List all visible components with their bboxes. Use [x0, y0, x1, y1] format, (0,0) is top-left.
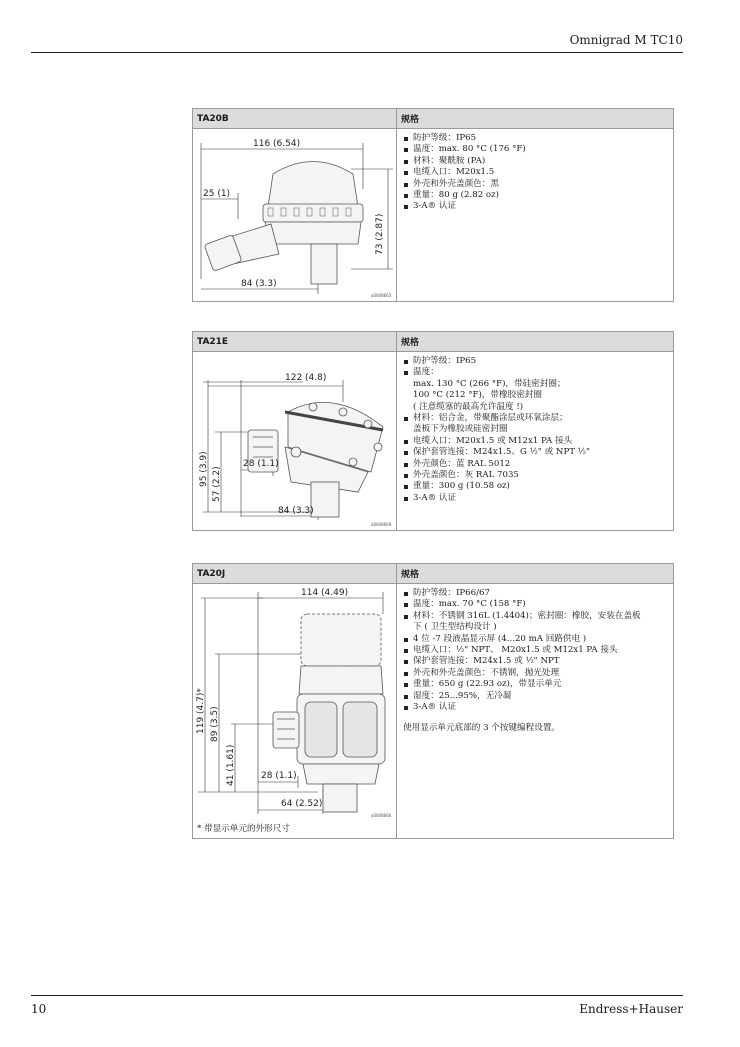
dim-height-full: 95 (3.9)	[199, 451, 209, 487]
spec-item: 电缆入口：M20x1.5	[403, 167, 667, 178]
page-number: 10	[31, 1002, 47, 1016]
spec-item: 外壳盖颜色：灰 RAL 7035	[403, 470, 667, 481]
table-header-name: TA20J	[193, 564, 397, 584]
figure-ta20j	[193, 584, 396, 838]
spec-item-continued: 100 °C (212 °F)，带橡胶密封圈	[413, 390, 542, 401]
table-header-specs: 规格	[397, 109, 674, 129]
spec-list	[397, 352, 673, 504]
figure-id: a0008663	[371, 293, 392, 298]
footer-rule	[31, 995, 683, 996]
spec-item: 4 位 -7 段液晶显示屏 (4...20 mA 回路供电 )	[403, 634, 667, 645]
programming-note: 使用显示单元底部的 3 个按键编程设置。	[403, 723, 561, 734]
spec-item: 3-A® 认证	[403, 493, 667, 504]
spec-item: 电缆入口：½" NPT、 M20x1.5 或 M12x1 PA 接头	[403, 645, 667, 656]
dim-height: 73 (2.87)	[375, 213, 385, 255]
dim-height-mid: 57 (2.2)	[212, 466, 222, 502]
dim-offset: 28 (1.1)	[261, 771, 297, 781]
figure-id: a0008669	[371, 522, 392, 527]
dim-height-full: 119 (4.7)*	[196, 688, 206, 734]
spec-item: 3-A® 认证	[403, 702, 667, 713]
spec-item: 重量：80 g (2.82 oz)	[403, 190, 667, 201]
spec-item: 3-A® 认证	[403, 201, 667, 212]
spec-item: 材料：聚酰胺 (PA)	[403, 156, 667, 167]
spec-item: 材料：铝合金，带聚酯涂层或环氧涂层；	[403, 413, 667, 424]
spec-item: 重量：650 g (22.93 oz)，带显示单元	[403, 679, 667, 690]
figure-caption: * 带显示单元的外形尺寸	[197, 824, 290, 834]
spec-item-continued: 盖板下为橡胶或硅密封圈	[413, 424, 508, 435]
spec-list	[397, 584, 673, 713]
dim-width-bottom: 64 (2.52)	[281, 799, 323, 809]
spec-item: 外壳颜色：蓝 RAL 5012	[403, 459, 667, 470]
spec-item: 湿度：25...95%，无冷凝	[403, 691, 667, 702]
spec-item: 重量：300 g (10.58 oz)	[403, 481, 667, 492]
spec-list	[397, 129, 673, 213]
header-rule	[31, 52, 683, 53]
spec-item: 外壳和外壳盖颜色：不锈钢，抛光处理	[403, 668, 667, 679]
spec-item: 外壳和外壳盖颜色：黑	[403, 179, 667, 190]
spec-item: 保护套管连接：M24x1.5、G ½" 或 NPT ½"	[403, 447, 667, 458]
table-ta20b	[192, 108, 674, 302]
dim-height-mid: 89 (3.5)	[210, 706, 220, 742]
figure-ta21e	[193, 352, 396, 530]
dim-width-bottom: 84 (3.3)	[241, 279, 277, 289]
figure-id: a0008666	[371, 813, 392, 818]
spec-item: 防护等级：IP65	[403, 356, 667, 367]
spec-item: 电缆入口：M20x1.5 或 M12x1 PA 接头	[403, 436, 667, 447]
spec-item-continued: max. 130 °C (266 °F)，带硅密封圈；	[413, 378, 566, 389]
table-ta20j	[192, 563, 674, 839]
dim-offset: 28 (1.1)	[243, 459, 279, 469]
table-header-name: TA21E	[193, 332, 397, 352]
spec-item: 防护等级：IP66/67	[403, 588, 667, 599]
spec-item-continued: ( 注意缆塞的最高允许温度 !)	[413, 401, 524, 412]
spec-item: 防护等级：IP65	[403, 133, 667, 144]
table-header-name: TA20B	[193, 109, 397, 129]
spec-item: 温度：max. 80 °C (176 °F)	[403, 144, 667, 155]
dim-height-low: 41 (1.61)	[226, 744, 236, 786]
dim-width-top: 114 (4.49)	[301, 588, 349, 598]
header-title: Omnigrad M TC10	[569, 33, 683, 47]
dim-width-bottom: 84 (3.3)	[278, 506, 314, 516]
figure-ta20b	[193, 129, 396, 301]
table-header-specs: 规格	[397, 332, 674, 352]
dim-width-top: 116 (6.54)	[253, 139, 301, 149]
spec-item-continued: 下 ( 卫生型结构设计 )	[413, 622, 497, 633]
table-header-specs: 规格	[397, 564, 674, 584]
spec-item: 温度：max. 70 °C (158 °F)	[403, 599, 667, 610]
footer-brand: Endress+Hauser	[579, 1002, 683, 1016]
spec-item: 保护套管连接：M24x1.5 或 ½" NPT	[403, 656, 667, 667]
dim-offset: 25 (1)	[203, 189, 231, 199]
dim-width-top: 122 (4.8)	[285, 373, 327, 383]
table-ta21e	[192, 331, 674, 531]
spec-item: 材料：不锈钢 316L (1.4404)；密封圈：橡胶，安装在盖板	[403, 611, 667, 622]
spec-item: 温度：	[403, 367, 667, 378]
